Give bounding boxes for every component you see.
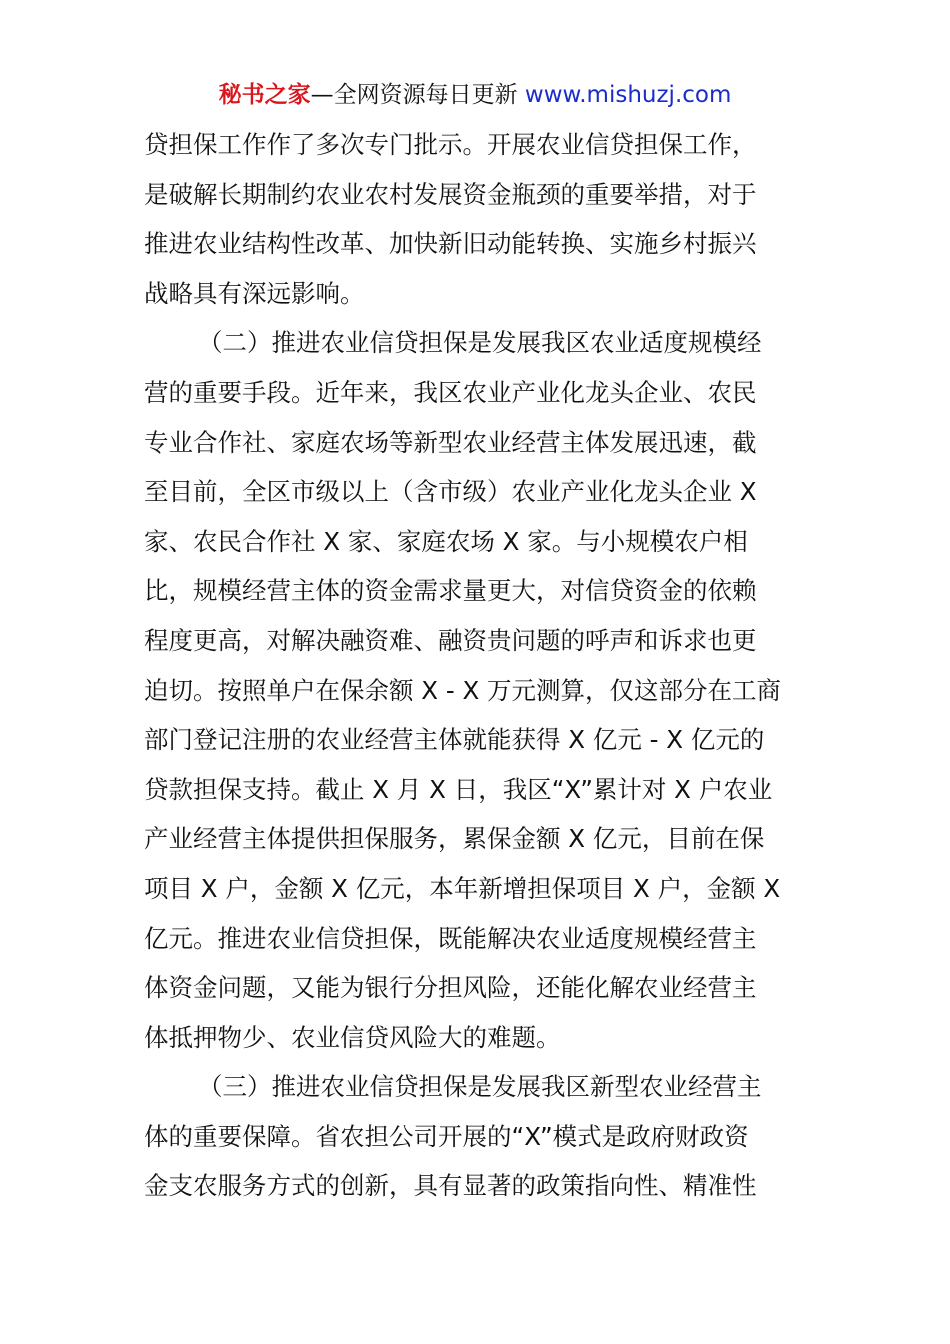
text-line: 程度更高，对解决融资难、融资贵问题的呼声和诉求也更 [144, 625, 757, 655]
page-header [0, 80, 950, 110]
text-line: 迫切。按照单户在保余额 X - X 万元测算，仅这部分在工商 [144, 675, 782, 705]
header-tagline: —全网资源每日更新 [310, 82, 518, 108]
document-body [144, 120, 808, 1211]
text-line: 体抵押物少、农业信贷风险大的难题。 [144, 1022, 561, 1052]
section-heading-line: （二）推进农业信贷担保是发展我区农业适度规模经 [198, 328, 762, 358]
text-line: 体的重要保障。省农担公司开展的“X”模式是政府财政资 [144, 1121, 749, 1151]
text-line: 项目 X 户，金额 X 亿元，本年新增担保项目 X 户，金额 X [144, 873, 781, 903]
brand-name: 秘书之家 [218, 82, 311, 108]
text-line: 战略具有深远影响。 [144, 278, 365, 308]
text-line: 贷担保工作作了多次专门批示。开展农业信贷担保工作， [144, 130, 757, 159]
text-line: 比，规模经营主体的资金需求量更大，对信贷资金的依赖 [144, 576, 757, 606]
text-line: 部门登记注册的农业经营主体就能获得 X 亿元 - X 亿元的 [144, 725, 765, 755]
text-line: 专业合作社、家庭农场等新型农业经营主体发展迅速，截 [144, 427, 757, 457]
text-line: 家、农民合作社 X 家、家庭农场 X 家。与小规模农户相 [144, 526, 748, 556]
text-line: 贷款担保支持。截止 X 月 X 日，我区“X”累计对 X 户农业 [144, 774, 773, 804]
text-line: 是破解长期制约农业农村发展资金瓶颈的重要举措，对于 [144, 179, 757, 209]
section-heading-line: （三）推进农业信贷担保是发展我区新型农业经营主 [198, 1072, 762, 1102]
text-line: 推进农业结构性改革、加快新旧动能转换、实施乡村振兴 [144, 229, 757, 259]
text-line: 营的重要手段。近年来，我区农业产业化龙头企业、农民 [144, 377, 757, 407]
text-line: 亿元。推进农业信贷担保，既能解决农业适度规模经营主 [144, 923, 757, 953]
site-link[interactable]: www.mishuzj.com [524, 82, 732, 108]
text-line: 产业经营主体提供担保服务，累保金额 X 亿元，目前在保 [144, 824, 765, 854]
text-line: 至目前，全区市级以上（含市级）农业产业化龙头企业 X [144, 477, 757, 507]
text-line: 体资金问题，又能为银行分担风险，还能化解农业经营主 [144, 973, 757, 1003]
text-line: 金支农服务方式的创新，具有显著的政策指向性、精准性 [144, 1171, 757, 1201]
